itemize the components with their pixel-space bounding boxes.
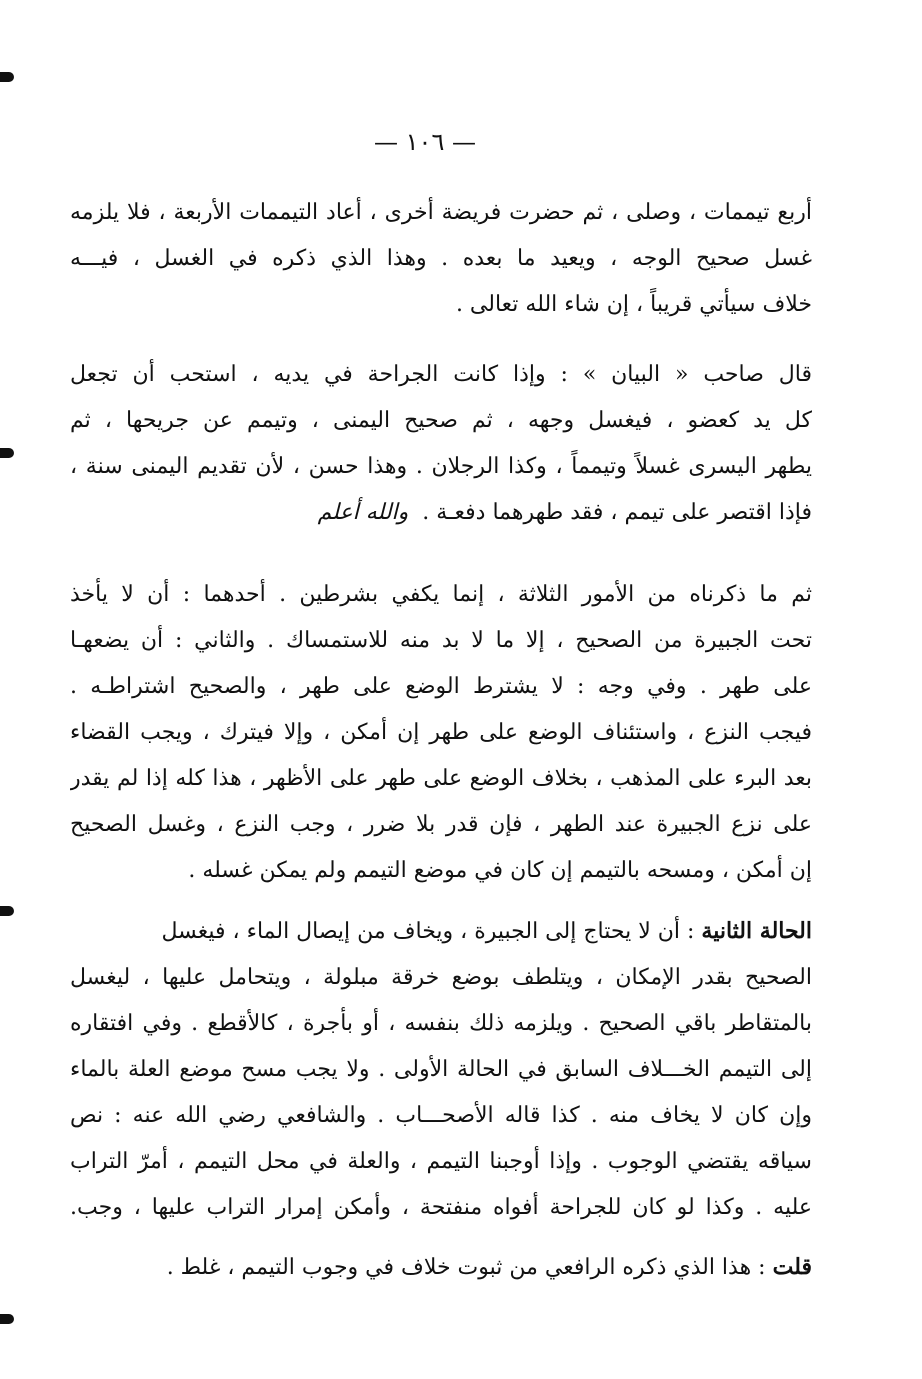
text-line [70,908,812,955]
section-heading: الحالة الثانية [701,918,812,944]
text-run: : أن لا يحتاج إلى الجبيرة ، ويخاف من إيصال الماء ، فيغسل [161,919,702,944]
text-line [70,490,812,536]
text-line: بعد البرء على المذهب ، بخلاف الوضع على طهر على الأظهر ، هذا كله إذا لم يقدر [70,766,812,791]
paragraph [70,352,812,536]
text-line: وإن كان لا يخاف منه . كذا قاله الأصحـــاب . والشافعي رضي الله عنه : نص [70,1103,812,1128]
closing-phrase: والله أعلم [317,500,409,525]
text-line: الصحيح بقدر الإمكان ، ويتلطف بوضع خرقة مبلولة ، ويتحامل عليها ، ليغسل [70,965,812,990]
text-line: غسل صحيح الوجه ، ويعيد ما بعده . وهذا الذي ذكره في الغسل ، فيـــه [70,246,812,271]
text-line: خلاف سيأتي قريباً ، إن شاء الله تعالى . [455,292,812,317]
scan-edge-mark [0,906,14,916]
text-line: قال صاحب « البيان » : وإذا كانت الجراحة في يديه ، استحب أن تجعل [70,362,812,387]
text-run: فإذا اقتصر على تيمم ، فقد طهرهما دفعـة . [422,500,812,525]
paragraph [70,1244,812,1291]
text-line: سياقه يقتضي الوجوب . وإذا أوجبنا التيمم ، والعلة في محل التيمم ، أمرّ التراب [70,1149,812,1174]
text-line: ثم ما ذكرناه من الأمور الثلاثة ، إنما يكفي بشرطين . أحدهما : أن لا يأخذ [70,582,812,607]
text-line: كل يد كعضو ، فيغسل وجهه ، ثم صحيح اليمنى ، وتيمم عن جريحها ، ثم [70,408,812,433]
text-line: على نزع الجبيرة عند الطهر ، فإن قدر بلا ضرر ، وجب النزع ، وغسل الصحيح [70,812,812,837]
scan-edge-mark [0,448,14,458]
text-line: تحت الجبيرة من الصحيح ، إلا ما لا بد منه للاستمساك . والثاني : أن يضعهـا [70,628,812,653]
text-line: يطهر اليسرى غسلاً وتيمماً ، وكذا الرجلان . وهذا حسن ، لأن تقديم اليمنى سنة ، [70,454,812,479]
text-line: فيجب النزع ، واستئناف الوضع على طهر إن أمكن ، وإلا فيترك ، ويجب القضاء [70,720,812,745]
section-heading: قلت [772,1254,812,1280]
text-line: أربع تيممات ، وصلى ، ثم حضرت فريضة أخرى ، أعاد التيممات الأربعة ، فلا يلزمه [70,200,812,225]
text-line: إلى التيمم الخـــلاف السابق في الحالة الأولى . ولا يجب مسح موضع العلة بالماء [70,1057,812,1082]
text-line: عليه . وكذا لو كان للجراحة أفواه منفتحة ، وأمكن إمرار التراب عليها ، وجب. [70,1195,812,1220]
text-line [70,1244,812,1291]
text-line: على طهر . وفي وجه : لا يشترط الوضع على طهر ، والصحيح اشتراطـه . [70,674,812,699]
text-line: إن أمكن ، ومسحه بالتيمم إن كان في موضع التيمم ولم يمكن غسله . [188,858,812,883]
paragraph [70,190,812,328]
paragraph [70,572,812,894]
text-run: : هذا الذي ذكره الرافعي من ثبوت خلاف في وجوب التيمم ، غلط . [166,1255,773,1280]
scan-edge-mark [0,1314,14,1324]
scan-edge-mark [0,72,14,82]
text-line: بالمتقاطر باقي الصحيح . ويلزمه ذلك بنفسه ، أو بأجرة ، كالأقطع . وفي افتقاره [70,1011,812,1036]
paragraph [70,908,812,1231]
page-number: — ١٠٦ — [374,128,476,156]
